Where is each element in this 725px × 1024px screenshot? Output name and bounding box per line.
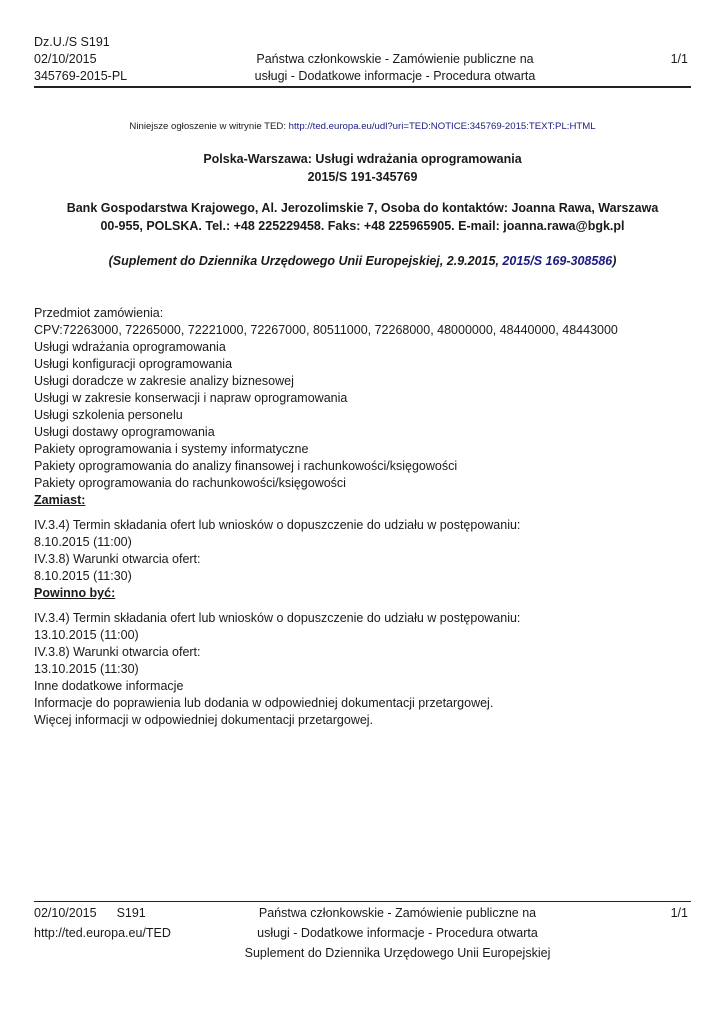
footer-left xyxy=(34,903,171,943)
footer-date: 02/10/2015 xyxy=(34,906,97,920)
footer-url[interactable]: http://ted.europa.eu/TED xyxy=(34,926,171,940)
footer-issue: S191 xyxy=(116,906,146,920)
should-be-line: 13.10.2015 (11:00) xyxy=(34,628,139,642)
header-rule xyxy=(34,86,691,88)
header-issue: Dz.U./S S191 xyxy=(34,35,110,49)
should-be-line: Więcej informacji w odpowiedniej dokumentacji przetargowej. xyxy=(34,713,374,727)
instead-line: 8.10.2015 (11:00) xyxy=(34,535,132,549)
notice-body xyxy=(34,305,694,729)
footer-center xyxy=(225,903,570,963)
header-center-line1: Państwa członkowskie - Zamówienie publiczne na xyxy=(256,52,534,66)
header-page: 1/1 xyxy=(670,52,688,66)
subject-item: Usługi dostawy oprogramowania xyxy=(34,425,215,439)
header-left xyxy=(34,34,127,85)
subject-cpv: CPV:72263000, 72265000, 72221000, 72267000, 80511000, 72268000, 48000000, 48440000, 48443000 xyxy=(34,323,618,337)
spacer xyxy=(34,509,694,517)
notice-title xyxy=(0,150,725,186)
should-be-line: Informacje do poprawienia lub dodania w odpowiedniej dokumentacji przetargowej. xyxy=(34,696,494,710)
instead-line: 8.10.2015 (11:30) xyxy=(34,569,132,583)
intro-line xyxy=(0,121,725,132)
subject-item: Usługi konfiguracji oprogramowania xyxy=(34,357,233,371)
footer-page: 1/1 xyxy=(670,906,688,920)
subject-item: Pakiety oprogramowania i systemy informatyczne xyxy=(34,442,309,456)
subject-item: Usługi doradcze w zakresie analizy biznesowej xyxy=(34,374,294,388)
subject-item: Pakiety oprogramowania do rachunkowości/księgowości xyxy=(34,476,346,490)
footer-center-line2: usługi - Dodatkowe informacje - Procedura otwarta xyxy=(257,926,538,940)
should-be-line: 13.10.2015 (11:30) xyxy=(34,662,139,676)
organization xyxy=(60,199,665,235)
subject-label: Przedmiot zamówienia: xyxy=(34,306,164,320)
should-be-heading: Powinno być: xyxy=(34,586,116,600)
notice-title-line2: 2015/S 191-345769 xyxy=(307,170,418,184)
subject-item: Usługi wdrażania oprogramowania xyxy=(34,340,226,354)
should-be-line: IV.3.8) Warunki otwarcia ofert: xyxy=(34,645,201,659)
instead-heading: Zamiast: xyxy=(34,493,86,507)
subject-item: Usługi szkolenia personelu xyxy=(34,408,183,422)
header-notice-id: 345769-2015-PL xyxy=(34,69,128,83)
spacer xyxy=(34,602,694,610)
intro-link[interactable]: http://ted.europa.eu/udl?uri=TED:NOTICE:345769-2015:TEXT:PL:HTML xyxy=(288,121,596,132)
intro-text: Niniejsze ogłoszenie w witrynie TED: xyxy=(129,121,289,132)
notice-title-line1: Polska-Warszawa: Usługi wdrażania oprogramowania xyxy=(203,152,522,166)
supplement-reference xyxy=(0,254,725,268)
instead-line: IV.3.8) Warunki otwarcia ofert: xyxy=(34,552,201,566)
organization-line2: 00-955, POLSKA. Tel.: +48 225229458. Faks: +48 225965905. E-mail: joanna.rawa@bgk.pl xyxy=(100,219,625,233)
footer-center-line1: Państwa członkowskie - Zamówienie publiczne na xyxy=(258,906,537,920)
header-center xyxy=(225,51,565,85)
footer-rule xyxy=(34,901,691,902)
supplement-suffix: ) xyxy=(612,254,617,268)
header-date: 02/10/2015 xyxy=(34,52,97,66)
organization-line1: Bank Gospodarstwa Krajowego, Al. Jerozolimskie 7, Osoba do kontaktów: Joanna Rawa, Warszawa xyxy=(66,201,659,215)
header-center-line2: usługi - Dodatkowe informacje - Procedura otwarta xyxy=(254,69,536,83)
supplement-link[interactable]: 2015/S 169-308586 xyxy=(502,254,613,268)
subject-item: Pakiety oprogramowania do analizy finansowej i rachunkowości/księgowości xyxy=(34,459,458,473)
should-be-line: Inne dodatkowe informacje xyxy=(34,679,184,693)
supplement-prefix: (Suplement do Dziennika Urzędowego Unii Europejskiej, 2.9.2015, xyxy=(108,254,503,268)
subject-item: Usługi w zakresie konserwacji i napraw oprogramowania xyxy=(34,391,348,405)
should-be-line: IV.3.4) Termin składania ofert lub wniosków o dopuszczenie do udziału w postępowaniu: xyxy=(34,611,521,625)
footer-center-line3: Suplement do Dziennika Urzędowego Unii Europejskiej xyxy=(244,946,551,960)
instead-line: IV.3.4) Termin składania ofert lub wniosków o dopuszczenie do udziału w postępowaniu: xyxy=(34,518,521,532)
